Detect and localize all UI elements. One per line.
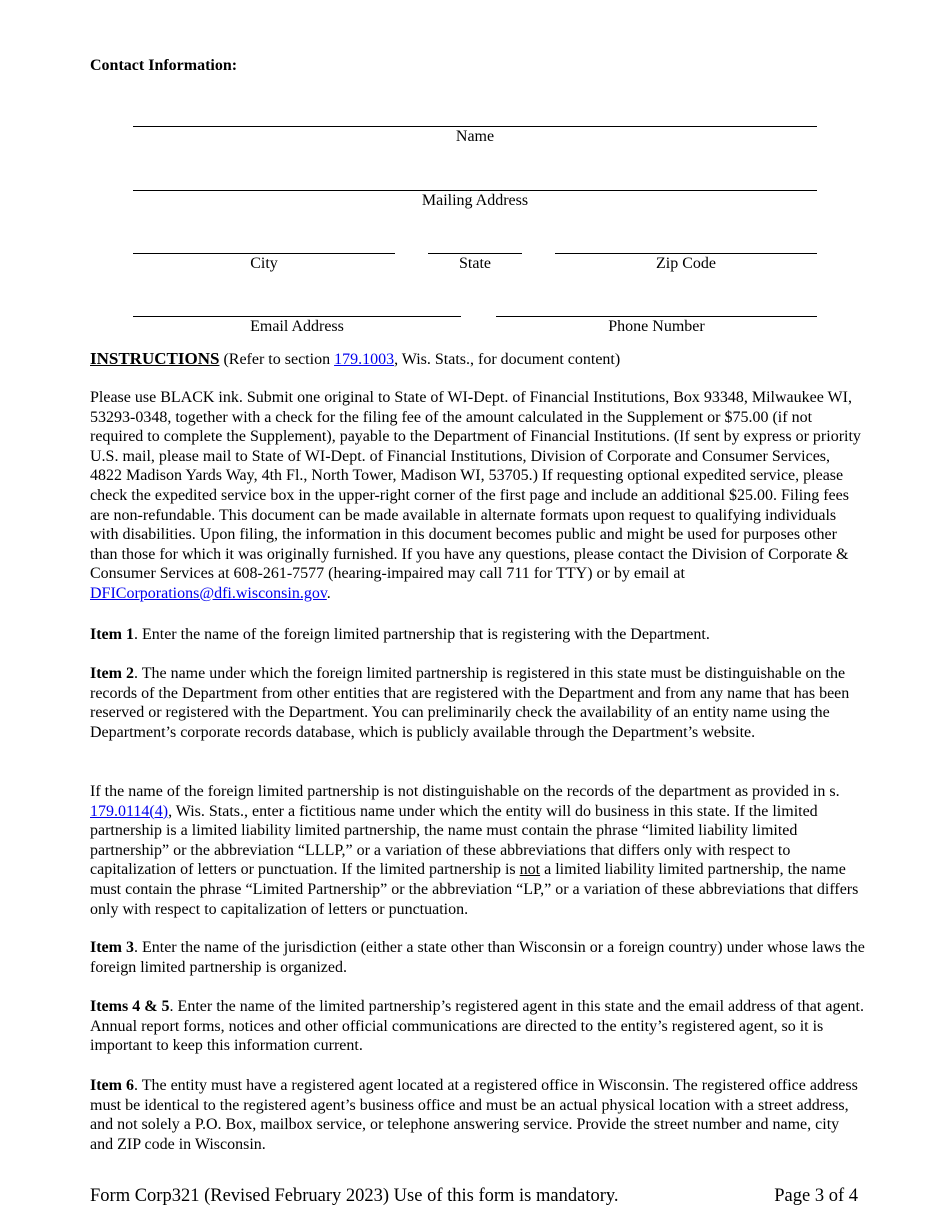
contact-info-heading: Contact Information:	[90, 57, 238, 74]
mailing-address-field[interactable]	[133, 190, 817, 191]
instructions-title: INSTRUCTIONS	[90, 349, 220, 368]
item-2b-pre: If the name of the foreign limited partnership is not distinguishable on the records of the department as provided in s.	[90, 783, 840, 800]
item-2-fictitious-name	[90, 782, 865, 919]
item-3	[90, 938, 865, 977]
item-2b-post: a limited liability limited partnership, the name must contain the phrase “Limited Partnership” or the abbreviation “LP,” or a variation of these abbreviations that differs only with respect to capitalization of letters or punctuation.	[90, 861, 859, 918]
city-field[interactable]	[133, 253, 395, 254]
section-179-0114-link[interactable]: 179.0114(4)	[90, 802, 169, 820]
phone-number-field[interactable]	[496, 316, 817, 317]
item-3-label: Item 3	[90, 939, 134, 956]
item-1	[90, 625, 865, 645]
zip-code-field[interactable]	[555, 253, 817, 254]
item-1-text: . Enter the name of the foreign limited partnership that is registering with the Department.	[133, 626, 710, 643]
item-6-text: . The entity must have a registered agent located at a registered office in Wisconsin. The registered office address must be identical to the registered agent’s business office and must be an actual physical location with a street address, and not solely a P.O. Box, mailbox service, or telephone answering service. Provide the street number and name, city and ZIP code in Wisconsin.	[90, 1077, 858, 1153]
item-1-label: Item 1	[90, 626, 134, 643]
items-4-5-label: Items 4 & 5	[90, 998, 170, 1015]
zip-code-label: Zip Code	[656, 255, 716, 272]
item-2	[90, 664, 865, 742]
instructions-intro-post: , Wis. Stats., for document content)	[394, 351, 621, 368]
instructions-body-end: .	[326, 584, 331, 602]
name-label: Name	[455, 128, 495, 145]
instructions-heading-line	[90, 349, 865, 370]
footer-page-number: Page 3 of 4	[774, 1186, 858, 1206]
footer-form-info: Form Corp321 (Revised February 2023) Use of this form is mandatory.	[90, 1186, 619, 1206]
item-2-label: Item 2	[90, 665, 134, 682]
state-field[interactable]	[428, 253, 522, 254]
phone-number-label: Phone Number	[608, 318, 705, 335]
dfi-email-link[interactable]: DFICorporations@dfi.wisconsin.gov	[90, 584, 327, 602]
item-2-text: . The name under which the foreign limited partnership is registered in this state must be distinguishable on the records of the Department from other entities that are registered with the Department and from any name that has been reserved or registered with the Department. You can preliminarily check the availability of an entity name using the Department’s corporate records database, which is publicly available through the Department’s website.	[90, 665, 850, 741]
item-2b-mid: , Wis. Stats., enter a fictitious name under which the entity will do business in this state. If the limited partnership is a limited liability limited partnership, the name must contain the phrase “limited liability limited partnership” or the abbreviation “LLLP,” or a variation of these abbreviations that differs only with respect to capitalization of letters or punctuation. If the limited partnership is	[90, 802, 818, 879]
item-6-label: Item 6	[90, 1077, 134, 1094]
instructions-body-text: Please use BLACK ink. Submit one original to State of WI-Dept. of Financial Institutions, Box 93348, Milwaukee WI, 53293-0348, together with a check for the filing fee of the amount calculated in the Supplement or $75.00 (if not required to complete the Supplement), payable to the Department of Financial Institutions. (If sent by express or priority U.S. mail, please mail to State of WI-Dept. of Financial Institutions, Division of Corporate and Consumer Services, 4822 Madison Yards Way, 4th Fl., North Tower, Madison WI, 53705.) If requesting optional expedited service, please check the expedited service box in the upper-right corner of the first page and include an additional $25.00. Filing fees are non-refundable. This document can be made available in alternate formats upon request to qualifying individuals with disabilities. Upon filing, the information in this document becomes public and might be used for purposes other than those for which it was originally furnished. If you have any questions, please contact the Division of Corporate & Consumer Services at 608-261-7577 (hearing-impaired may call 711 for TTY) or by email at	[90, 389, 861, 583]
instructions-intro-pre: (Refer to section	[219, 351, 335, 368]
name-field[interactable]	[133, 126, 817, 127]
section-179-1003-link[interactable]: 179.1003	[334, 351, 395, 368]
instructions-body	[90, 388, 865, 604]
items-4-5-text: . Enter the name of the limited partnership’s registered agent in this state and the email address of that agent. Annual report forms, notices and other official communications are directed to the entity’s registered agent, so it is important to keep this information current.	[90, 998, 864, 1055]
mailing-address-label: Mailing Address	[421, 192, 529, 209]
state-label: State	[459, 255, 491, 272]
email-address-field[interactable]	[133, 316, 461, 317]
email-address-label: Email Address	[250, 318, 344, 335]
item-3-text: . Enter the name of the jurisdiction (either a state other than Wisconsin or a foreign country) under whose laws the foreign limited partnership is organized.	[90, 939, 865, 976]
items-4-5	[90, 997, 865, 1056]
item-2b-not: not	[519, 861, 541, 879]
city-label: City	[250, 255, 278, 272]
item-6	[90, 1076, 865, 1154]
